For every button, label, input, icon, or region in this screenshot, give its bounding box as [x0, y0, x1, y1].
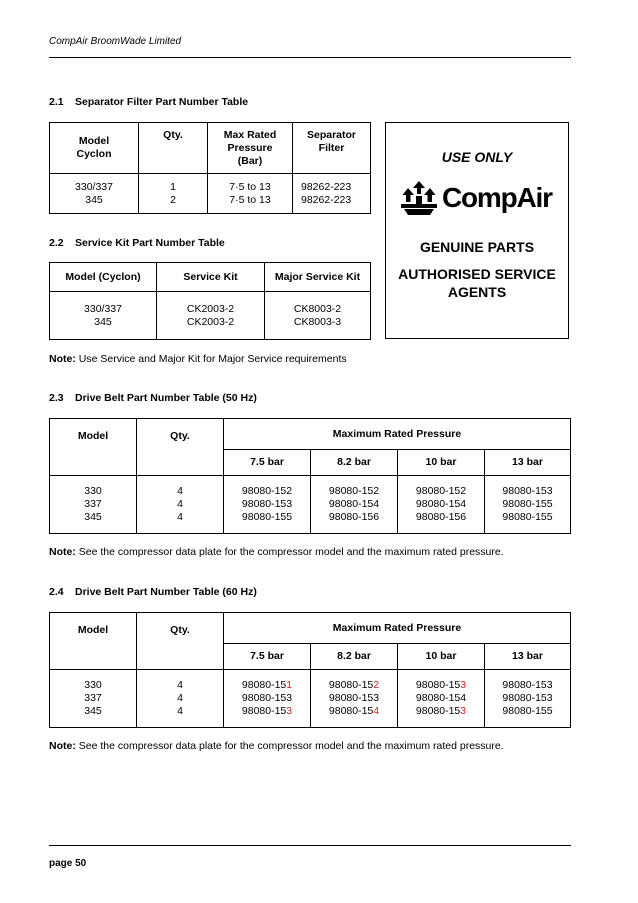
col-header-7-5-bar: 7.5 bar — [224, 644, 311, 670]
col-header-7-5-bar: 7.5 bar — [224, 450, 311, 476]
separator-filter-table — [49, 122, 371, 214]
page-number: page 50 — [49, 858, 87, 869]
drive-belt-60hz-table — [49, 612, 571, 728]
col-header-pressure: Max Rated Pressure (Bar) — [208, 123, 293, 174]
table-row: 330 337 345 4 4 4 98080-151 98080-153 98080-153 98080-152 98080-153 98080-154 98080-153 98080-154 98080-153 98080-153 98080-153 98080-155 — [50, 670, 571, 728]
table-row: 330/337 345 1 2 7·5 to 13 7·5 to 13 98262-223 98262-223 — [50, 174, 371, 214]
use-only-label: USE ONLY — [441, 149, 513, 165]
col-header-model: Model Cyclon — [50, 123, 139, 174]
section-2-3-heading — [49, 392, 257, 404]
section-number: 2.4 — [49, 586, 64, 598]
col-header-model: Model — [50, 613, 137, 670]
col-header-service-kit: Service Kit — [157, 263, 265, 292]
col-header-10-bar: 10 bar — [398, 450, 485, 476]
section-number: 2.1 — [49, 96, 64, 108]
section-number: 2.3 — [49, 392, 64, 404]
col-header-qty: Qty. — [137, 613, 224, 670]
authorised-agents-label: AUTHORISED SERVICE AGENTS — [398, 266, 556, 300]
col-header-qty: Qty. — [137, 419, 224, 476]
col-header-model: Model (Cyclon) — [50, 263, 157, 292]
col-header-major-kit: Major Service Kit — [265, 263, 371, 292]
note-service-kit: Note: Use Service and Major Kit for Major Service requirements — [49, 353, 347, 365]
section-title: Drive Belt Part Number Table (60 Hz) — [75, 586, 257, 598]
col-header-max-pressure: Maximum Rated Pressure — [224, 419, 571, 450]
section-2-4-heading — [49, 586, 257, 598]
col-header-13-bar: 13 bar — [485, 644, 571, 670]
col-header-model: Model — [50, 419, 137, 476]
section-2-2-heading — [49, 237, 225, 249]
header-rule — [49, 57, 571, 58]
table-row: 330/337 345 CK2003-2 CK2003-2 CK8003-2 CK8003-3 — [50, 292, 371, 340]
col-header-8-2-bar: 8.2 bar — [311, 644, 398, 670]
document-header: CompAir BroomWade Limited — [49, 36, 182, 47]
col-header-qty: Qty. — [139, 123, 208, 174]
compair-logo-text: CompAir — [442, 182, 552, 213]
col-header-max-pressure: Maximum Rated Pressure — [224, 613, 571, 644]
section-title: Drive Belt Part Number Table (50 Hz) — [75, 392, 257, 404]
note-drive-belt-60hz: Note: See the compressor data plate for the compressor model and the maximum rated pressure. — [49, 740, 504, 752]
section-title: Service Kit Part Number Table — [75, 237, 225, 249]
compair-logo — [400, 178, 560, 218]
footer-rule — [49, 845, 571, 846]
table-row: 330 337 345 4 4 4 98080-152 98080-153 98080-155 98080-152 98080-154 98080-156 98080-152 98080-154 98080-156 98080-153 98080-155 98080-155 — [50, 476, 571, 534]
note-drive-belt-50hz: Note: See the compressor data plate for the compressor model and the maximum rated pressure. — [49, 546, 504, 558]
genuine-parts-label: GENUINE PARTS — [419, 239, 535, 255]
service-kit-table — [49, 262, 371, 340]
col-header-filter: Separator Filter — [293, 123, 371, 174]
genuine-parts-badge — [385, 122, 569, 339]
col-header-10-bar: 10 bar — [398, 644, 485, 670]
section-title: Separator Filter Part Number Table — [75, 96, 249, 108]
col-header-13-bar: 13 bar — [485, 450, 571, 476]
section-2-1-heading — [49, 96, 248, 108]
compair-logo-icon — [400, 180, 438, 216]
drive-belt-50hz-table — [49, 418, 571, 534]
col-header-8-2-bar: 8.2 bar — [311, 450, 398, 476]
section-number: 2.2 — [49, 237, 64, 249]
